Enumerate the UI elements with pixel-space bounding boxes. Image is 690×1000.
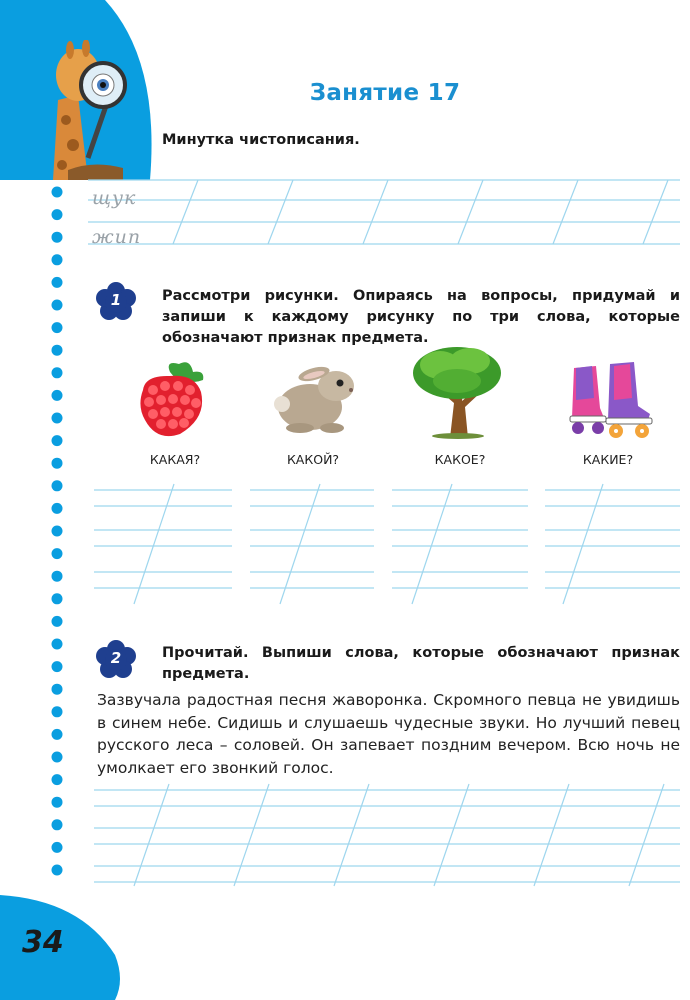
binding-dot: [52, 300, 63, 311]
task-1-badge-number: 1: [110, 291, 122, 309]
binding-dot: [52, 209, 63, 220]
calligraphy-heading: Минутка чистописания.: [162, 132, 360, 148]
binding-dot: [52, 503, 63, 514]
binding-dot: [52, 684, 63, 695]
binding-dot: [52, 842, 63, 853]
calligraphy-writing-lines[interactable]: [88, 178, 680, 250]
task-2-writing-lines[interactable]: [94, 780, 680, 888]
binding-dot: [52, 345, 63, 356]
binding-dot: [52, 277, 63, 288]
binding-dot: [52, 865, 63, 876]
binding-dot: [52, 548, 63, 559]
bottom-corner-decoration: [0, 895, 130, 1000]
binding-dot: [52, 390, 63, 401]
binding-dot: [52, 819, 63, 830]
calligraphy-sample-2: жип: [92, 226, 142, 248]
question-label-2: КАКОЙ?: [286, 452, 340, 467]
binding-dot: [52, 322, 63, 333]
binding-dot: [52, 254, 63, 265]
binding-dot: [52, 413, 63, 424]
answer-lines-column-4[interactable]: [545, 480, 680, 606]
task-2-instruction: Прочитай. Выпиши слова, которые обозначают признак предмета.: [162, 645, 680, 682]
answer-lines-column-3[interactable]: [392, 480, 528, 606]
binding-dot: [52, 526, 63, 537]
page-title: Занятие 17: [309, 80, 461, 106]
reading-passage: Зазвучала радостная песня жаворонка. Скромного певца не увидишь в синем небе. Сидишь и слушаешь чудесные звуки. Но лучший певец русского леса – соловей. Он запевает поздним вечером. Всю ночь не умолкает его звонкий голос.: [97, 691, 680, 777]
question-label-1: КАКАЯ?: [149, 452, 201, 467]
calligraphy-sample-1: щук: [92, 187, 137, 209]
binding-dot: [52, 593, 63, 604]
binding-dot: [52, 797, 63, 808]
question-label-4: КАКИЕ?: [582, 452, 634, 467]
binding-dot: [52, 706, 63, 717]
binding-dot: [52, 729, 63, 740]
answer-lines-column-2[interactable]: [250, 480, 374, 606]
task-2-badge-number: 2: [110, 649, 122, 667]
binding-dot: [52, 661, 63, 672]
binding-dot: [52, 232, 63, 243]
task-1-instruction: Рассмотри рисунки. Опираясь на вопросы, придумай и запиши к каждому рисунку по три слова, которые обозначают признак предмета.: [162, 288, 680, 346]
rabbit-icon: [272, 362, 362, 434]
question-label-3: КАКОЕ?: [434, 452, 486, 467]
binding-dot: [52, 616, 63, 627]
binding-dot: [52, 367, 63, 378]
binding-dot: [52, 639, 63, 650]
binding-dot: [52, 435, 63, 446]
tree-icon: [410, 343, 505, 439]
giraffe-mascot-icon: [48, 40, 133, 180]
spiral-binding: [0, 180, 80, 900]
binding-dot: [52, 187, 63, 198]
page-number: 34: [22, 925, 64, 960]
raspberry-icon: [135, 360, 210, 440]
binding-dot: [52, 458, 63, 469]
binding-dot: [52, 571, 63, 582]
roller-skates-icon: [566, 358, 656, 440]
binding-dot: [52, 774, 63, 785]
answer-lines-column-1[interactable]: [94, 480, 232, 606]
binding-dot: [52, 752, 63, 763]
binding-dot: [52, 480, 63, 491]
